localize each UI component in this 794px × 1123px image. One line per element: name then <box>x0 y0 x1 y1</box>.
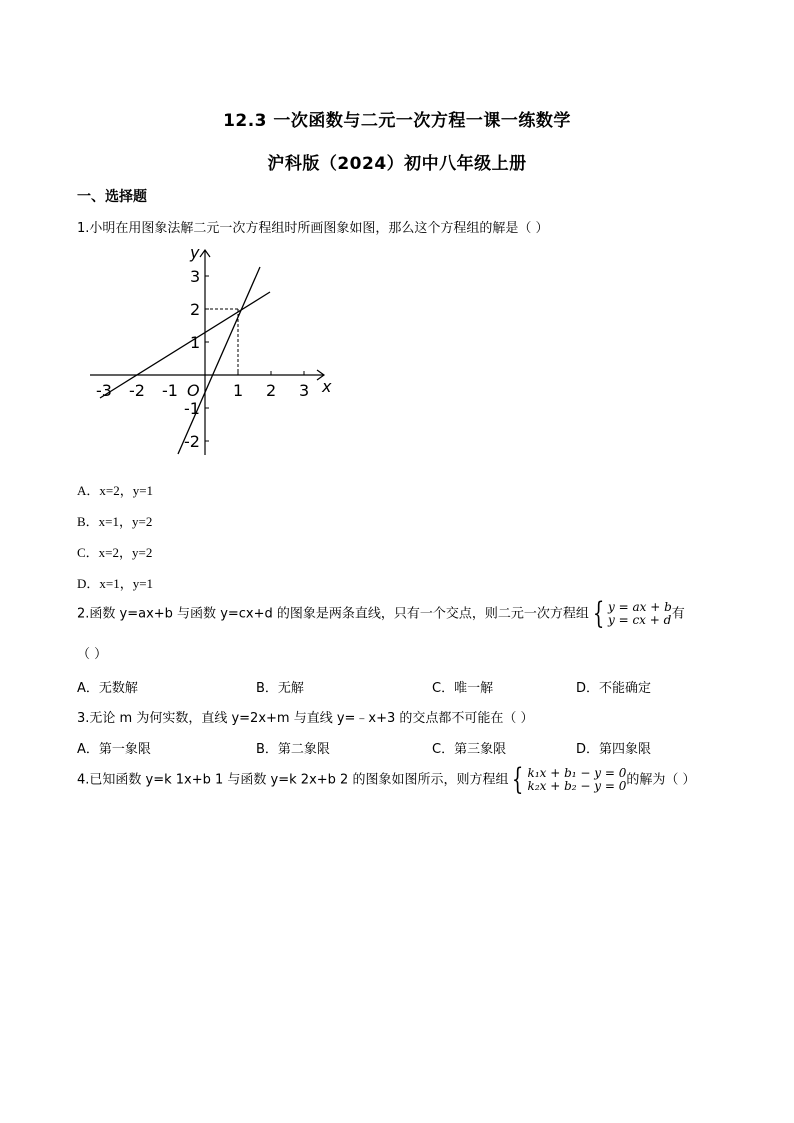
q2-blank: （ ） <box>77 647 108 662</box>
q3-option-b: B．第二象限 <box>256 742 330 757</box>
x-tick-label: 3 <box>299 381 310 400</box>
x-tick-label: 2 <box>266 381 277 400</box>
q1-option-b: B．x=1，y=2 <box>77 514 153 529</box>
q4-stem-end: 的解为（ ） <box>626 772 696 788</box>
y-tick-label: -1 <box>184 399 200 418</box>
q2-equation-system: { y = ax + b y = cx + d <box>592 595 672 631</box>
q3-option-d: D．第四象限 <box>576 742 652 757</box>
q3-stem: 3.无论 m 为何实数，直线 y=2x+m 与直线 y=﹣x+3 的交点都不可能在（ ） <box>77 711 534 726</box>
x-tick-label: -1 <box>162 381 178 400</box>
line-shallow <box>100 292 270 398</box>
q1-option-a: A．x=2，y=1 <box>77 483 154 498</box>
q2-option-c: C．唯一解 <box>432 681 494 696</box>
q4-equation-system: { k₁x + b₁ − y = 0 k₂x + b₂ − y = 0 <box>512 761 627 797</box>
q4-equation-1: k₁x + b₁ − y = 0 <box>527 765 627 780</box>
line-steep <box>178 267 260 454</box>
q3-option-c: C．第三象限 <box>432 742 507 757</box>
y-axis-label: y <box>190 243 200 262</box>
x-axis-label: x <box>322 377 332 396</box>
q1-option-d: D．x=1，y=1 <box>77 576 154 591</box>
section-heading: 一、选择题 <box>77 189 147 205</box>
q2-stem <box>77 595 685 631</box>
document-title: 12.3 一次函数与二元一次方程一课一练数学 <box>223 111 571 131</box>
x-tick-label: -2 <box>129 381 145 400</box>
q4-equation-2: k₂x + b₂ − y = 0 <box>527 778 627 793</box>
q2-option-a: A．无数解 <box>77 681 138 696</box>
y-tick-label: 1 <box>190 333 201 352</box>
x-tick-label: 1 <box>233 381 244 400</box>
q4-stem <box>77 761 696 797</box>
q2-stem-text: 2.函数 y=ax+b 与函数 y=cx+d 的图象是两条直线，只有一个交点，则二元一次方程组 <box>77 606 589 622</box>
q2-option-d: D．不能确定 <box>576 681 652 696</box>
q2-equation-1: y = ax + b <box>608 599 672 614</box>
q2-option-b: B．无解 <box>256 681 304 696</box>
q1-graph <box>86 240 336 460</box>
y-tick-label: 2 <box>190 300 201 319</box>
q1-stem: 1.小明在用图象法解二元一次方程组时所画图象如图，那么这个方程组的解是（ ） <box>77 221 549 236</box>
document-subtitle: 沪科版（2024）初中八年级上册 <box>267 154 527 174</box>
q2-equation-2: y = cx + d <box>608 612 672 627</box>
q4-stem-text: 4.已知函数 y=k 1x+b 1 与函数 y=k 2x+b 2 的图象如图所示，则方程组 <box>77 772 509 788</box>
q2-stem-end: 有 <box>671 606 685 622</box>
y-tick-label: 3 <box>190 267 201 286</box>
q1-option-c: C．x=2，y=2 <box>77 545 153 560</box>
x-tick-label: -3 <box>96 381 112 400</box>
origin-label: O <box>187 381 200 400</box>
q3-option-a: A．第一象限 <box>77 742 151 757</box>
y-tick-label: -2 <box>184 432 200 451</box>
